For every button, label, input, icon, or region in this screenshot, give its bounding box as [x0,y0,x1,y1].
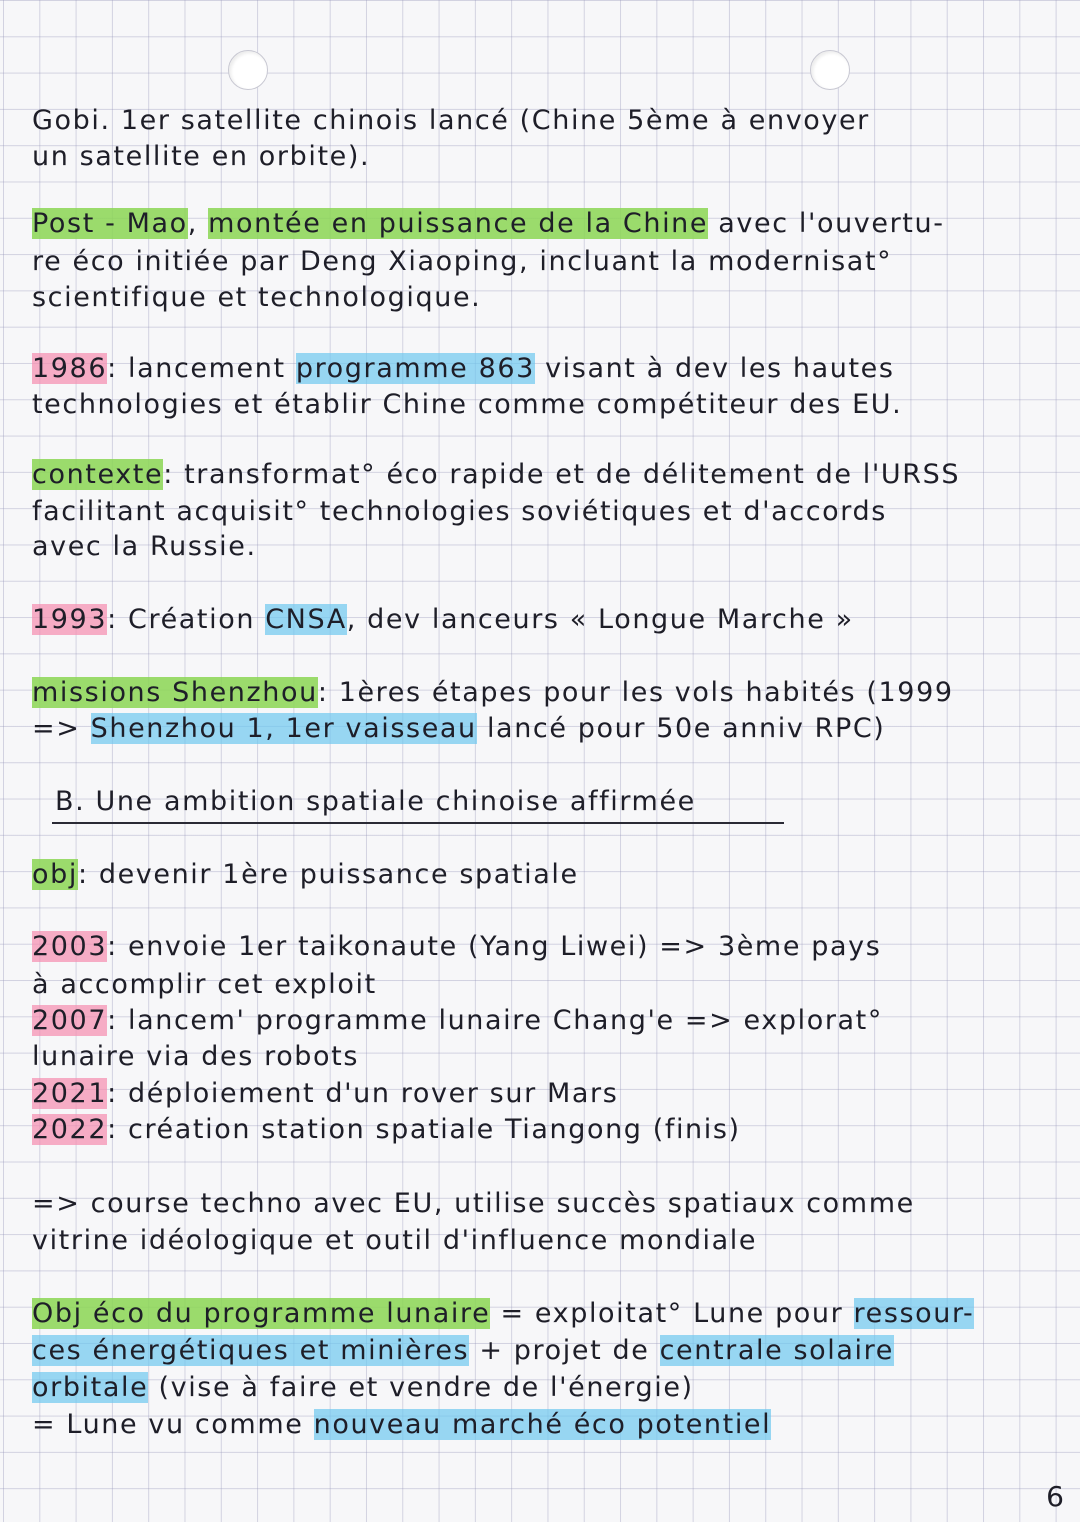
note-text: : Création [107,604,266,635]
note-text: re éco initiée par Deng Xiaoping, incluant la modernisat° [32,246,893,277]
note-line [32,388,902,422]
highlight-pink: 1993 [32,604,108,635]
note-line [32,1371,694,1405]
note-text: : création station spatiale Tiangong (finis) [107,1114,741,1145]
note-line [32,1334,894,1368]
note-text: B. Une ambition spatiale chinoise affirmée [55,786,696,817]
highlight-blue: Shenzhou 1, 1er vaisseau [90,713,477,744]
note-text: Gobi. 1er satellite chinois lancé (Chine 5ème à envoyer [32,105,870,136]
section-heading-underline [52,822,784,824]
note-text: : transformat° éco rapide et de délitement de l'URSS [163,459,961,490]
note-text: : lancement [107,353,296,384]
note-text: , dev lanceurs « Longue Marche » [346,604,854,635]
note-line [32,1224,757,1258]
binder-hole-left [228,50,268,90]
highlight-blue: orbitale [32,1372,149,1403]
note-text: visant à dev les hautes [534,353,895,384]
note-text: : envoie 1er taikonaute (Yang Liwei) => 3ème pays [107,931,882,962]
highlight-pink: 2007 [32,1005,108,1036]
note-line [32,352,895,386]
note-line [32,930,881,964]
note-line [32,603,854,637]
highlight-blue: CNSA [265,604,347,635]
note-text: , [187,208,209,239]
note-line [32,104,870,138]
note-text: un satellite en orbite). [32,141,371,172]
note-text: avec la Russie. [32,531,257,562]
note-line [32,712,885,746]
note-line [32,530,257,564]
highlight-green: missions Shenzhou [32,677,318,708]
binder-hole-right [810,50,850,90]
note-line [32,1187,915,1221]
note-line [32,858,579,892]
highlight-blue: ces énergétiques et minières [32,1335,470,1366]
note-line [32,458,960,492]
highlight-green: contexte [32,459,164,490]
note-line [32,1297,974,1331]
highlight-green: montée en puissance de la Chine [208,208,709,239]
note-line [32,1004,883,1038]
note-text: : lancem' programme lunaire Chang'e => explorat° [107,1005,883,1036]
note-text: = Lune vu comme [32,1409,314,1440]
note-text: => course techno avec EU, utilise succès spatiaux comme [32,1188,915,1219]
note-text: : déploiement d'un rover sur Mars [107,1078,619,1109]
highlight-blue: programme 863 [295,353,535,384]
page-number: 6 [1046,1480,1064,1513]
note-text: technologies et établir Chine comme compétiteur des EU. [32,389,903,420]
note-line [32,676,954,710]
note-text: scientifique et technologique. [32,282,482,313]
note-line [32,968,377,1002]
note-text: => [32,713,91,744]
note-text: = exploitat° Lune pour [490,1298,854,1329]
note-text: : 1ères étapes pour les vols habités (1999 [317,677,954,708]
highlight-blue: centrale solaire [659,1335,894,1366]
note-text: + projet de [469,1335,660,1366]
note-text: lunaire via des robots [32,1041,360,1072]
highlight-pink: 2021 [32,1078,108,1109]
note-line [32,245,892,279]
note-text: facilitant acquisit° technologies soviétiques et d'accords [32,496,887,527]
highlight-pink: 1986 [32,353,108,384]
note-line [32,495,887,529]
highlight-blue: ressour- [853,1298,975,1329]
highlight-pink: 2003 [32,931,108,962]
note-text: avec l'ouvertu- [708,208,945,239]
highlight-blue: nouveau marché éco potentiel [313,1409,772,1440]
note-text: : devenir 1ère puissance spatiale [77,859,579,890]
note-line [32,140,370,174]
note-line [32,207,945,241]
note-text: lancé pour 50e anniv RPC) [476,713,886,744]
note-line [32,1113,741,1147]
note-line [32,1077,618,1111]
note-text: à accomplir cet exploit [32,969,377,1000]
note-line [32,281,481,315]
note-text: (vise à faire et vendre de l'énergie) [148,1372,694,1403]
highlight-green: Obj éco du programme lunaire [32,1298,491,1329]
highlight-pink: 2022 [32,1114,108,1145]
note-line [32,1040,359,1074]
highlight-green: obj [32,859,78,890]
note-line [32,1408,771,1442]
section-heading [55,785,696,819]
note-text: vitrine idéologique et outil d'influence mondiale [32,1225,758,1256]
highlight-green: Post - Mao [32,208,188,239]
